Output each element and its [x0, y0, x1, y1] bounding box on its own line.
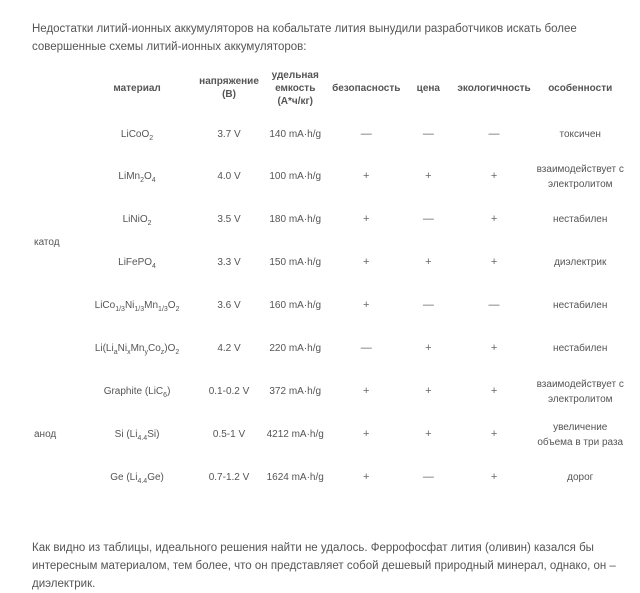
cell-price: + [425, 256, 432, 268]
formula-subscript: 1/3 [115, 306, 125, 313]
formula-subscript: 2 [147, 220, 152, 227]
formula-text: O [167, 300, 176, 311]
cell-voltage: 0.7-1.2 V [208, 472, 250, 483]
formula-text: Si (Li [114, 429, 138, 440]
cell-ecology: + [490, 385, 498, 397]
cell-material [77, 114, 197, 155]
conclusion-paragraph: Как видно из таблицы, идеального решения найти не удалось. Феррофосфат лития (оливин) казался бы интересным материалом, тем более, что он представляет собой дешевый природный минерал, однако, он – диэлектрик. [32, 541, 616, 590]
cell-price: — [422, 128, 434, 140]
table-row [28, 114, 626, 155]
cell-capacity: 1624 mA·h/g [266, 472, 324, 483]
cell-material [77, 155, 197, 198]
cell-capacity: 140 mA·h/g [269, 129, 322, 140]
formula-text: LiFePO [118, 257, 153, 268]
formula-subscript: a [113, 349, 118, 356]
cell-price: — [422, 213, 434, 225]
formula-subscript: x [127, 349, 131, 356]
formula-text: Co [147, 343, 161, 354]
cell-safety: + [363, 471, 370, 483]
formula-subscript: 2 [149, 135, 154, 142]
cell-material [77, 456, 197, 499]
formula-subscript: 6 [163, 392, 168, 399]
formula-text: )O [164, 343, 176, 354]
formula-text: O [144, 171, 152, 182]
cell-voltage: 3.7 V [217, 129, 241, 140]
table-row [28, 155, 626, 198]
cell-capacity: 4212 mA·h/g [266, 429, 324, 440]
formula-subscript: 4.4 [137, 478, 148, 485]
cell-safety: + [363, 385, 370, 397]
header-voltage: напряжение (В) [199, 76, 259, 100]
header-capacity: удельная емкость (А*ч/кг) [271, 69, 319, 107]
cell-material [77, 198, 197, 241]
formula-subscript: z [160, 349, 165, 356]
cell-voltage: 3.6 V [217, 300, 241, 311]
header-group [28, 62, 77, 114]
cell-safety: + [363, 428, 370, 440]
cell-ecology: + [490, 213, 498, 225]
table-row [28, 198, 626, 241]
cell-features: взаимодействует с электролитом [536, 378, 624, 405]
cell-material [77, 284, 197, 327]
formula-text: Mn [144, 300, 159, 311]
cell-voltage: 0.1-0.2 V [208, 386, 250, 397]
cell-ecology: + [490, 170, 498, 182]
cell-ecology: + [490, 256, 498, 268]
cell-safety: + [363, 299, 370, 311]
header-features: особенности [548, 82, 613, 94]
formula-subscript: 1/3 [134, 306, 145, 313]
cell-price: + [425, 385, 432, 397]
header-safety: безопасность [332, 82, 401, 94]
table-row [28, 413, 626, 456]
table-row [28, 370, 626, 413]
cell-features: диэлектрик [554, 257, 607, 268]
cell-features: дорог [567, 472, 594, 483]
cell-capacity: 160 mA·h/g [269, 300, 322, 311]
table-row [28, 456, 626, 499]
formula-text: Ni [124, 300, 135, 311]
cell-ecology: + [490, 471, 498, 483]
cell-voltage: 0.5-1 V [212, 429, 246, 440]
formula-subscript: 4 [151, 177, 156, 184]
cell-ecology: — [488, 128, 500, 140]
cell-voltage: 3.5 V [217, 214, 241, 225]
intro-paragraph: Недостатки литий-ионных аккумуляторов на кобальтате лития вынудили разработчиков искать более совершенные схемы литий-ионных аккумуляторов: [32, 22, 577, 53]
cell-capacity: 100 mA·h/g [269, 171, 322, 182]
table-row [28, 327, 626, 370]
cell-ecology: + [490, 342, 498, 354]
cell-material [77, 327, 197, 370]
cell-price: + [425, 342, 432, 354]
cell-material [77, 370, 197, 413]
formula-text: Ge) [147, 472, 164, 483]
formula-subscript: 4.4 [137, 435, 148, 442]
table-header-row [28, 62, 626, 114]
formula-subscript: 2 [175, 349, 180, 356]
formula-subscript: 2 [175, 306, 180, 313]
cell-safety: — [360, 128, 372, 140]
formula-subscript: 4 [152, 263, 156, 270]
cell-voltage: 4.2 V [217, 343, 241, 354]
cell-price: — [422, 299, 434, 311]
cell-capacity: 372 mA·h/g [269, 386, 322, 397]
cell-voltage: 3.3 V [217, 257, 241, 268]
cell-features: нестабилен [553, 343, 608, 354]
formula-text: LiMn [118, 171, 141, 182]
formula-subscript: 2 [140, 177, 144, 184]
cell-capacity: 150 mA·h/g [269, 257, 322, 268]
formula-text: LiNiO [122, 214, 148, 225]
cell-material [77, 241, 197, 284]
formula-text: Ge (Li [110, 472, 138, 483]
header-price: цена [416, 82, 440, 94]
cell-features: токсичен [559, 129, 601, 140]
cell-capacity: 180 mA·h/g [269, 214, 322, 225]
cell-material [77, 413, 197, 456]
table-row [28, 241, 626, 284]
cell-price: + [425, 428, 432, 440]
header-ecology: экологичность [457, 82, 531, 94]
formula-text: Ni [117, 343, 128, 354]
cell-ecology: — [488, 299, 500, 311]
cell-features: нестабилен [553, 214, 608, 225]
formula-text: Si) [147, 429, 160, 440]
cell-features: нестабилен [553, 300, 608, 311]
cell-ecology: + [490, 428, 498, 440]
formula-subscript: y [144, 349, 148, 356]
cell-safety: + [363, 213, 370, 225]
cell-voltage: 4.0 V [217, 171, 241, 182]
cell-safety: — [360, 342, 372, 354]
formula-subscript: 1/3 [158, 306, 168, 313]
cell-features: взаимодействует с электролитом [536, 163, 624, 190]
cell-price: — [422, 471, 434, 483]
cell-safety: + [363, 256, 370, 268]
cell-capacity: 220 mA·h/g [269, 343, 322, 354]
header-material: материал [113, 82, 161, 94]
formula-text: LiCo [94, 300, 116, 311]
group-anode: анод [34, 429, 57, 440]
table-row [28, 284, 626, 327]
formula-text: LiCoO [120, 129, 150, 140]
formula-text: ) [167, 386, 171, 397]
cell-features: увеличение объема в три раза [537, 421, 624, 448]
formula-text: Li(Li [94, 343, 114, 354]
cell-safety: + [363, 170, 370, 182]
group-cathode: катод [34, 236, 60, 248]
formula-text: Mn [130, 343, 145, 354]
battery-comparison-table [28, 62, 626, 499]
cell-price: + [425, 170, 432, 182]
formula-text: Graphite (LiC [103, 386, 164, 397]
